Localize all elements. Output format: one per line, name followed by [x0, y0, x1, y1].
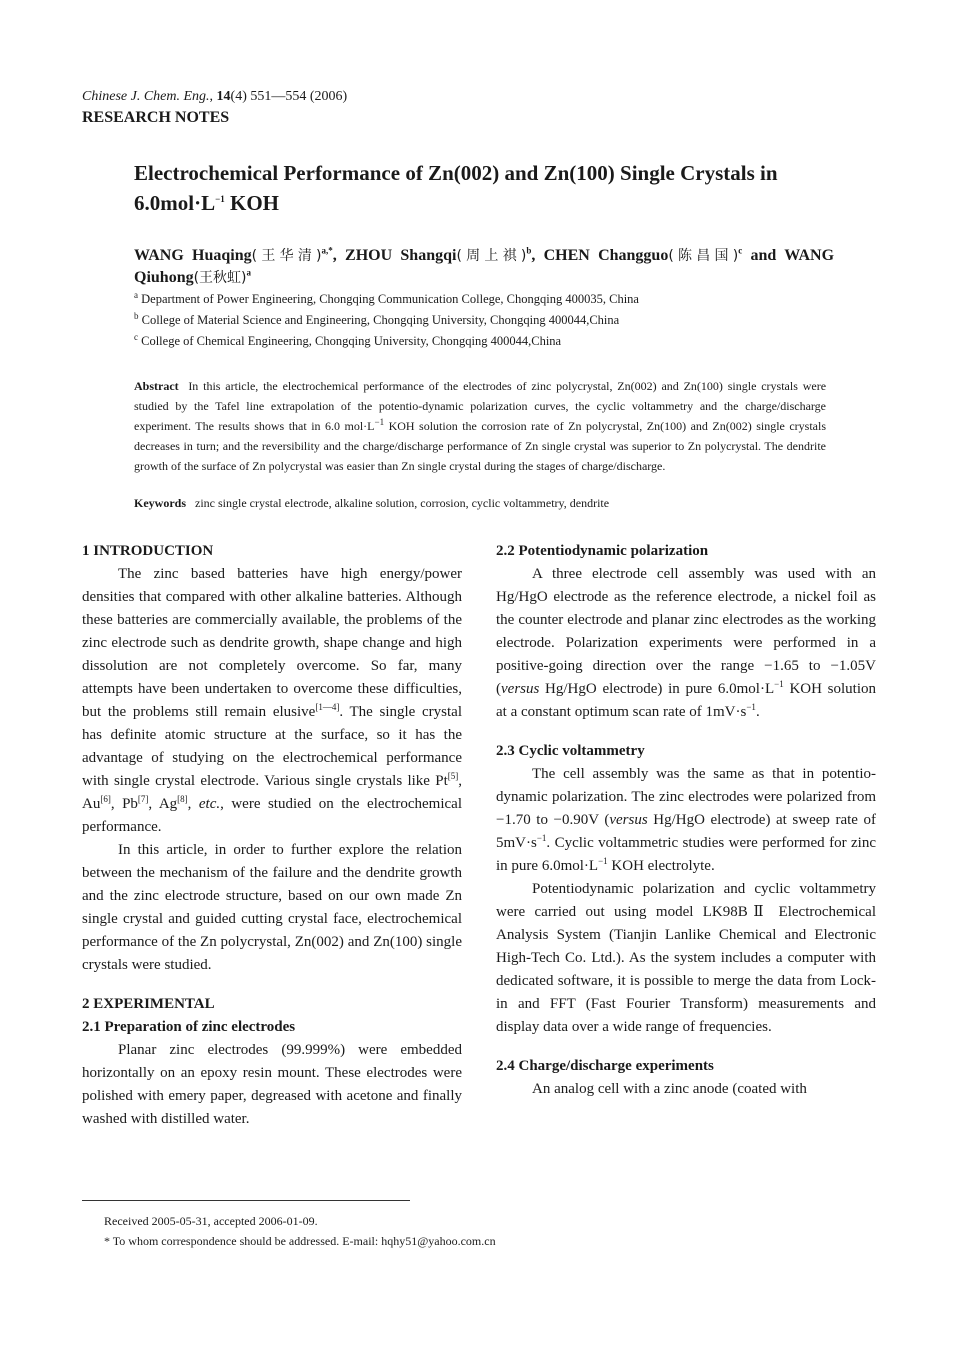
- keywords-label: Keywords: [134, 496, 186, 510]
- abstract: Abstract In this article, the electrochemical performance of the electrodes of zinc polycrystal, Zn(002) and Zn(100) single crystals were studied by the Tafel line extrapolation of the potentio-dynamic polarization curves, the cyclic voltammetry and the charge/discharge experiment. The results shows that in 6.0 $mol\cdot L^{-1}$ KOH solution the corrosion rate of Zn polycrystal, Zn(100) and Zn(002) single crystals decreases in turn; and the reversibility and the charge/discharge performance of Zn single crystal was superior to Zn polycrystal. The dendrite growth of the surface of Zn polycrystal was easier than Zn single crystal during the stages of charge/discharge.: [134, 379, 827, 473]
- footnote-correspondence: * To whom correspondence should be addressed. E-mail: hqhy51@yahoo.com.cn: [104, 1234, 496, 1248]
- citation: [7]: [137, 794, 149, 804]
- left-column: [82, 540, 462, 1131]
- paragraph: A three electrode cell assembly was used with an Hg/HgO electrode as the reference electrode, a nickel foil as the counter electrode and planar zinc electrodes as the working electrode. Polarization experiments were performed in a positive-going direction over the range −1.65 to −1.05V (versus Hg/HgO electrode) in pure $6.0mol\cdot L^{-1}$ KOH solution at a constant optimum scan rate of $1mV\cdot s^{-1}$.: [496, 566, 877, 720]
- affiliation: $^a$ Department of Power Engineering, Chongqing Communication College, Chongqing 400035, China: [134, 289, 639, 306]
- author-name: WANG Huaqing: [134, 247, 252, 264]
- paper-title: Electrochemical Performance of Zn(002) and Zn(100) Single Crystals in $6.0mol\cdot L^{-1}$ KOH: [134, 161, 778, 215]
- footnote-received: Received 2005-05-31, accepted 2006-01-09.: [104, 1214, 318, 1228]
- citation: [1—4]: [315, 702, 340, 712]
- author-list: WANG Huaqing(王华清)$^{a,*}$, ZHOU Shangqi(周上祺)$^b$, CHEN Changguo(陈昌国)$^c$ and WANG Qiuhong(王秋虹)$^a$: [134, 245, 835, 286]
- author-chinese-name: (王秋虹): [193, 270, 247, 286]
- subsection-heading: 2.4 Charge/discharge experiments: [496, 1058, 714, 1074]
- affiliation: $^c$ College of Chemical Engineering, Chongqing University, Chongqing 400044,China: [134, 331, 562, 348]
- journal-volume: 14: [216, 89, 231, 104]
- section-heading: 1 INTRODUCTION: [82, 543, 214, 559]
- abstract-label: Abstract: [134, 379, 179, 393]
- section-heading: 2 EXPERIMENTAL: [82, 996, 215, 1012]
- author-chinese-name: (王华清): [251, 248, 322, 264]
- paragraph: The zinc based batteries have high energy/power densities that compared with other alkaline batteries. Although these batteries are commercially available, the problems of the zinc electrode such as dendrite growth, shape change and high dissolution are not completely overcome. So far, many attempts have been undertaken to overcome these difficulties, but the problems still remain elusive[1—4]. The single crystal has definite atomic structure at the surface, so it has the advantage of studying on the electrochemical performance with single crystal electrode. Various single crystals like Pt[5], Au[6], Pb[7], Ag[8], etc., were studied on the electrochemical performance.: [82, 566, 462, 835]
- author-mark: c: [738, 245, 743, 256]
- author-name: ZHOU Shangqi: [345, 247, 457, 264]
- paragraph: Potentiodynamic polarization and cyclic voltammetry were carried out using model LK98BⅡ Electrochemical Analysis System (Tianjin Lanlike Chemical and Electronic High-Tech Co. Ltd.). As the system includes a computer with dedicated software, it is possible to merge the data from Lock-in and FFT (Fast Fourier Transform) measurements and display data over a wide range of frequencies.: [496, 881, 876, 1035]
- author-mark: a,*: [321, 245, 333, 256]
- affiliation: $^b$ College of Material Science and Engineering, Chongqing University, Chongqing 400044,China: [134, 310, 620, 327]
- journal-issue-pages: (4) 551—554 (2006): [230, 89, 348, 104]
- subsection-heading: 2.3 Cyclic voltammetry: [496, 743, 645, 759]
- paragraph: In this article, in order to further explore the relation between the mechanism of the failure and the dendrite growth and the zinc electrode structure, based on our own made Zn single crystal and guided cutting crystal face, electrochemical performance of the Zn polycrystal, Zn(002) and Zn(100) single crystals were studied.: [82, 842, 462, 973]
- author-name: WANG Qiuhong: [134, 247, 835, 286]
- right-column: [496, 540, 876, 1101]
- author-chinese-name: (周上祺): [456, 248, 527, 264]
- subsection-heading: 2.2 Potentiodynamic polarization: [496, 543, 709, 559]
- citation: [8]: [177, 794, 188, 804]
- paragraph: The cell assembly was the same as that in potentio-dynamic polarization. The zinc electrodes were polarized from −1.70 to −0.90V (versus Hg/HgO electrode) at sweep rate of $5mV\cdot s^{-1}$. Cyclic voltammetric studies were performed for zinc in pure $6.0mol\cdot L^{-1}$ KOH electrolyte.: [496, 766, 876, 874]
- author-mark: b: [526, 245, 532, 256]
- footnote-divider: [82, 1200, 410, 1201]
- section-label: RESEARCH NOTES: [82, 109, 230, 126]
- subsection-heading: 2.1 Preparation of zinc electrodes: [82, 1019, 296, 1035]
- paragraph: Planar zinc electrodes (99.999%) were embedded horizontally on an epoxy resin mount. These electrodes were polished with emery paper, degreased with acetone and finally washed with distilled water.: [82, 1042, 462, 1127]
- journal-citation: Chinese J. Chem. Eng., 14(4) 551—554 (2006): [82, 89, 348, 104]
- journal-name: Chinese J. Chem. Eng.: [82, 89, 210, 104]
- author-mark: a: [246, 267, 252, 278]
- paragraph: An analog cell with a zinc anode (coated with: [532, 1081, 807, 1097]
- citation: [5]: [447, 771, 459, 781]
- citation: [6]: [100, 794, 111, 804]
- keywords: Keywords zinc single crystal electrode, alkaline solution, corrosion, cyclic voltammetry, dendrite: [134, 496, 610, 510]
- author-name: CHEN Changguo: [543, 247, 669, 264]
- author-chinese-name: (陈昌国): [668, 248, 739, 264]
